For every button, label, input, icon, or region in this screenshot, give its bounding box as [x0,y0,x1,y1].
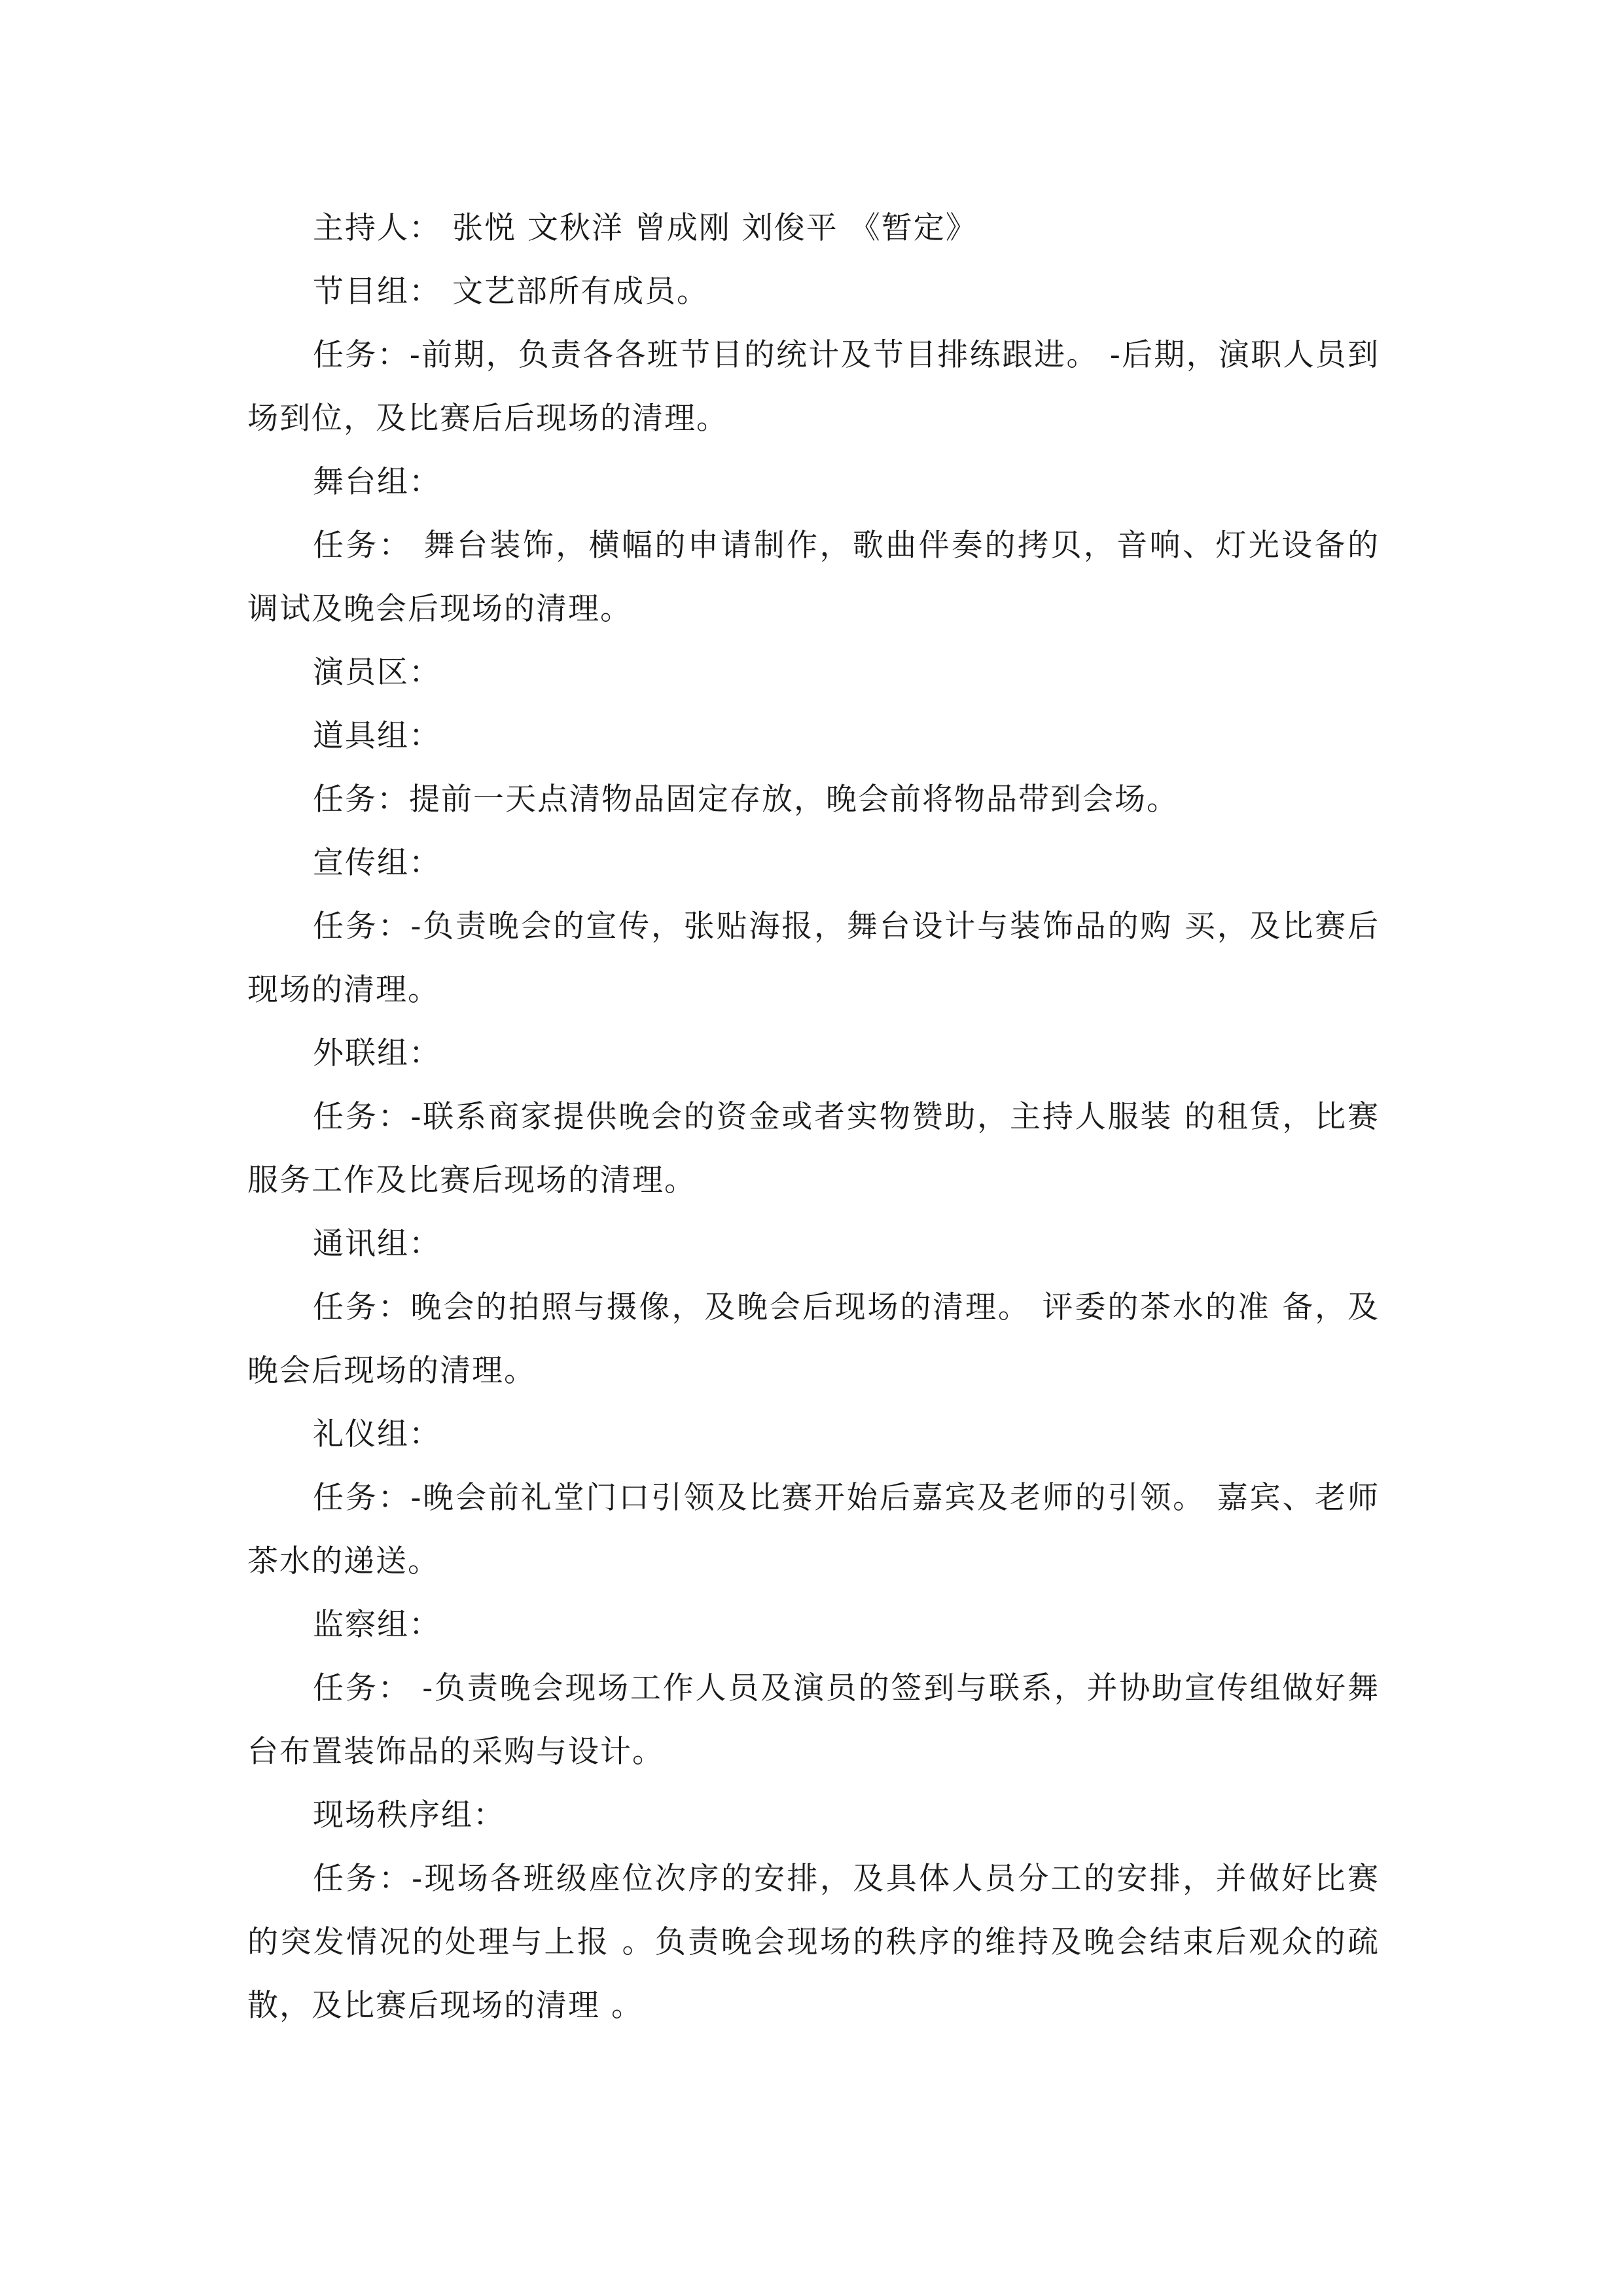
hosts-line: 主持人： 张悦 文秋洋 曾成刚 刘俊平 《暂定》 [313,210,978,246]
liaison-group-heading: 外联组： [313,1035,441,1071]
publicity-group-task: 任务：-负责晚会的宣传，张贴海报，舞台设计与装饰品的购 买，及比赛后现场的清理。 [247,908,1380,1008]
document-body [247,196,1380,2037]
supervision-group-heading: 监察组： [313,1607,441,1643]
actor-area-heading: 演员区： [313,655,441,691]
communication-group-task: 任务：晚会的拍照与摄像，及晚会后现场的清理。 评委的茶水的准 备，及晚会后现场的清理。 [247,1289,1380,1389]
publicity-group-heading: 宣传组： [313,845,441,881]
liaison-group-task: 任务：-联系商家提供晚会的资金或者实物赞助，主持人服装 的租赁，比赛服务工作及比赛后现场的清理。 [247,1099,1380,1198]
order-group-heading: 现场秩序组： [313,1797,505,1833]
props-group-heading: 道具组： [313,718,441,754]
program-group-line: 节目组： 文艺部所有成员。 [313,274,709,310]
supervision-group-task: 任务： -负责晚会现场工作人员及演员的签到与联系，并协助宣传组做好舞台布置装饰品的采购与设计。 [247,1670,1380,1770]
stage-group-heading: 舞台组： [313,464,441,500]
order-group-task: 任务：-现场各班级座位次序的安排，及具体人员分工的安排，并做好比赛的突发情况的处理与上报 。负责晚会现场的秩序的维持及晚会结束后观众的疏散，及比赛后现场的清理 。 [247,1861,1380,2024]
stage-group-task: 任务： 舞台装饰，横幅的申请制作，歌曲伴奏的拷贝，音响、灯光设备的调试及晚会后现场的清理。 [247,528,1380,627]
props-group-task: 任务：提前一天点清物品固定存放，晚会前将物品带到会场。 [313,781,1179,817]
program-group-task: 任务：-前期，负责各各班节目的统计及节目排练跟进。 -后期，演职人员到场到位，及比赛后后现场的清理。 [247,337,1380,437]
etiquette-group-heading: 礼仪组： [313,1416,441,1452]
communication-group-heading: 通讯组： [313,1226,441,1262]
etiquette-group-task: 任务：-晚会前礼堂门口引领及比赛开始后嘉宾及老师的引领。 嘉宾、老师茶水的递送。 [247,1480,1380,1579]
